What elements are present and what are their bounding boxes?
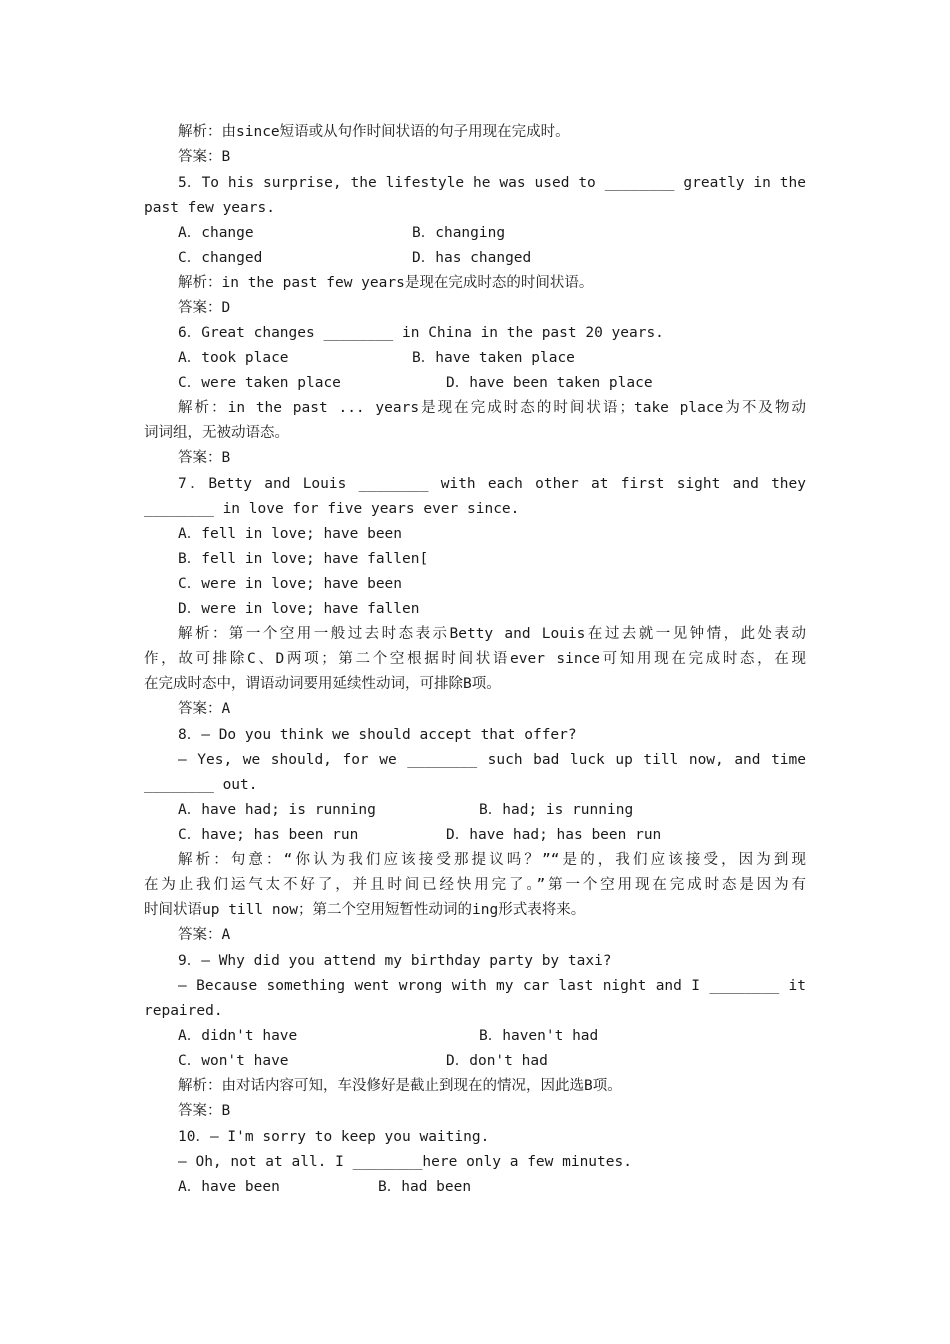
analysis-line: 解析：in the past few years是现在完成时态的时间状语。 xyxy=(178,275,594,291)
analysis-line: 解析：由since短语或从句作时间状语的句子用现在完成时。 xyxy=(178,124,570,140)
analysis-line: 解析：句意：“你认为我们应该接受那提议吗？”“是的，我们应该接受，因为到现 xyxy=(178,852,806,868)
answer-line: 答案：B xyxy=(178,149,231,165)
option-b: B．have taken place xyxy=(412,350,575,366)
question-9-reply: — Because something went wrong with my car last night and I ________ it xyxy=(178,978,806,994)
answer-line: 答案：B xyxy=(178,1103,231,1119)
analysis-line: 解析：in the past ... years是现在完成时态的时间状语；take place为不及物动 xyxy=(178,400,806,416)
option-c: C．were in love; have been xyxy=(178,576,403,592)
analysis-line-cont: 作，故可排除C、D两项；第二个空根据时间状语ever since可知用现在完成时态，在现 xyxy=(144,651,806,667)
question-5-stem: 5．To his surprise, the lifestyle he was used to ________ greatly in the xyxy=(178,175,806,191)
analysis-line-cont: 在为止我们运气太不好了，并且时间已经快用完了。”第一个空用现在完成时态是因为有 xyxy=(144,877,806,893)
option-d: D．have had; has been run xyxy=(446,827,662,843)
option-c: C．were taken place xyxy=(178,375,341,391)
analysis-line-cont: 词词组，无被动语态。 xyxy=(144,425,289,441)
option-b: B．had; is running xyxy=(479,802,634,818)
option-b: B．changing xyxy=(412,225,506,241)
option-d: D．were in love; have fallen xyxy=(178,601,420,617)
question-7-stem-cont: ________ in love for five years ever since. xyxy=(144,501,520,517)
option-a: A．took place xyxy=(178,350,289,366)
question-10-stem: 10．— I'm sorry to keep you waiting. xyxy=(178,1129,490,1145)
question-9-stem: 9．— Why did you attend my birthday party by taxi? xyxy=(178,953,612,969)
option-a: A．fell in love; have been xyxy=(178,526,403,542)
question-5-stem-cont: past few years. xyxy=(144,200,275,216)
analysis-line: 解析：由对话内容可知，车没修好是截止到现在的情况，因此选B项。 xyxy=(178,1078,622,1094)
option-c: C．won't have xyxy=(178,1053,289,1069)
answer-line: 答案：D xyxy=(178,300,231,316)
option-d: D．have been taken place xyxy=(446,375,653,391)
option-a: A．change xyxy=(178,225,254,241)
option-d: D．has changed xyxy=(412,250,532,266)
option-b: B．fell in love; have fallen[ xyxy=(178,551,429,567)
analysis-line-cont: 在完成时态中，谓语动词要用延续性动词，可排除B项。 xyxy=(144,676,501,692)
question-8-reply-cont: ________ out. xyxy=(144,777,258,793)
option-a: A．have had; is running xyxy=(178,802,376,818)
question-7-stem: 7．Betty and Louis ________ with each other at first sight and they xyxy=(178,476,806,492)
answer-line: 答案：A xyxy=(178,701,231,717)
option-a: A．have been xyxy=(178,1179,280,1195)
option-b: B．had been xyxy=(378,1179,472,1195)
analysis-line-cont: 时间状语up till now；第二个空用短暂性动词的ing形式表将来。 xyxy=(144,902,586,918)
answer-line: 答案：A xyxy=(178,927,231,943)
question-6-stem: 6．Great changes ________ in China in the past 20 years. xyxy=(178,325,664,341)
analysis-line: 解析：第一个空用一般过去时态表示Betty and Louis在过去就一见钟情，此处表动 xyxy=(178,626,806,642)
question-10-reply: — Oh, not at all. I ________here only a few minutes. xyxy=(178,1154,632,1170)
option-b: B．haven't had xyxy=(479,1028,599,1044)
option-a: A．didn't have xyxy=(178,1028,298,1044)
option-c: C．have; has been run xyxy=(178,827,359,843)
option-d: D．don't had xyxy=(446,1053,548,1069)
question-9-reply-cont: repaired. xyxy=(144,1003,223,1019)
answer-line: 答案：B xyxy=(178,450,231,466)
option-c: C．changed xyxy=(178,250,263,266)
question-8-stem: 8．— Do you think we should accept that offer? xyxy=(178,727,577,743)
question-8-reply: — Yes, we should, for we ________ such bad luck up till now, and time xyxy=(178,752,806,768)
